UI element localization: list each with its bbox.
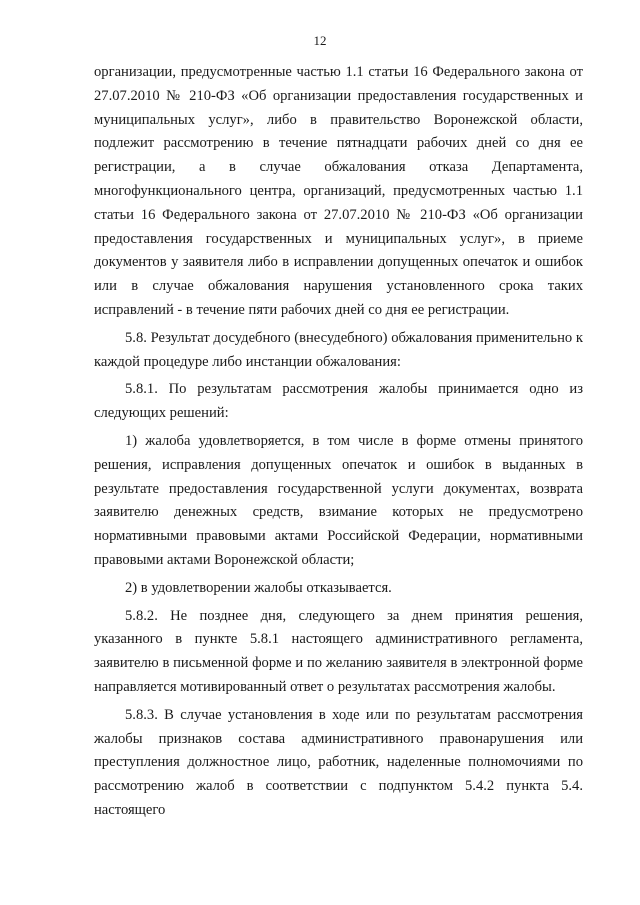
paragraph-5-8-1: 5.8.1. По результатам рассмотрения жалобы принимается одно из следующих решений: bbox=[94, 381, 583, 422]
paragraph-5-8-2: 5.8.2. Не позднее дня, следующего за днем принятия решения, указанного в пункте 5.8.1 настоящего административного регламента, заявителю в письменной форме и по желанию заявителя в электронной форме направляется мотивированный ответ о результатах рассмотрения жалобы. bbox=[94, 607, 583, 695]
document-body bbox=[94, 61, 583, 823]
paragraph-5-8-3: 5.8.3. В случае установления в ходе или по результатам рассмотрения жалобы признаков состава административного правонарушения или преступления должностное лицо, работник, наделенные полномочиями по рассмотрению жалоб в соответствии с подпунктом 5.4.2 пункта 5.4. настоящего bbox=[94, 706, 583, 818]
paragraph-decision-2: 2) в удовлетворении жалобы отказывается. bbox=[125, 579, 392, 596]
paragraph-continuation: организации, предусмотренные частью 1.1 статьи 16 Федерального закона от 27.07.2010 № 210-ФЗ «Об организации предоставления государственных и муниципальных услуг», либо в правительство Воронежской области, подлежит рассмотрению в течение пятнадцати рабочих дней со дня ее регистрации, а в случае обжалования отказа Департамента, многофункционального центра, организаций, предусмотренных частью 1.1 статьи 16 Федерального закона от 27.07.2010 № 210-ФЗ «Об организации предоставления государственных и муниципальных услуг», в приеме документов у заявителя либо в исправлении допущенных опечаток и ошибок или в случае обжалования нарушения установленного срока таких исправлений - в течение пяти рабочих дней со дня ее регистрации. bbox=[94, 64, 583, 318]
paragraph-decision-1: 1) жалоба удовлетворяется, в том числе в форме отмены принятого решения, исправления допущенных опечаток и ошибок в выданных в результате предоставления государственной услуги документах, возврата заявителю денежных средств, взимание которых не предусмотрено нормативными правовыми актами Российской Федерации, нормативными правовыми актами Воронежской области; bbox=[94, 432, 583, 568]
page-number: 12 bbox=[313, 33, 327, 48]
paragraph-5-8: 5.8. Результат досудебного (внесудебного) обжалования применительно к каждой процедуре либо инстанции обжалования: bbox=[94, 329, 583, 370]
